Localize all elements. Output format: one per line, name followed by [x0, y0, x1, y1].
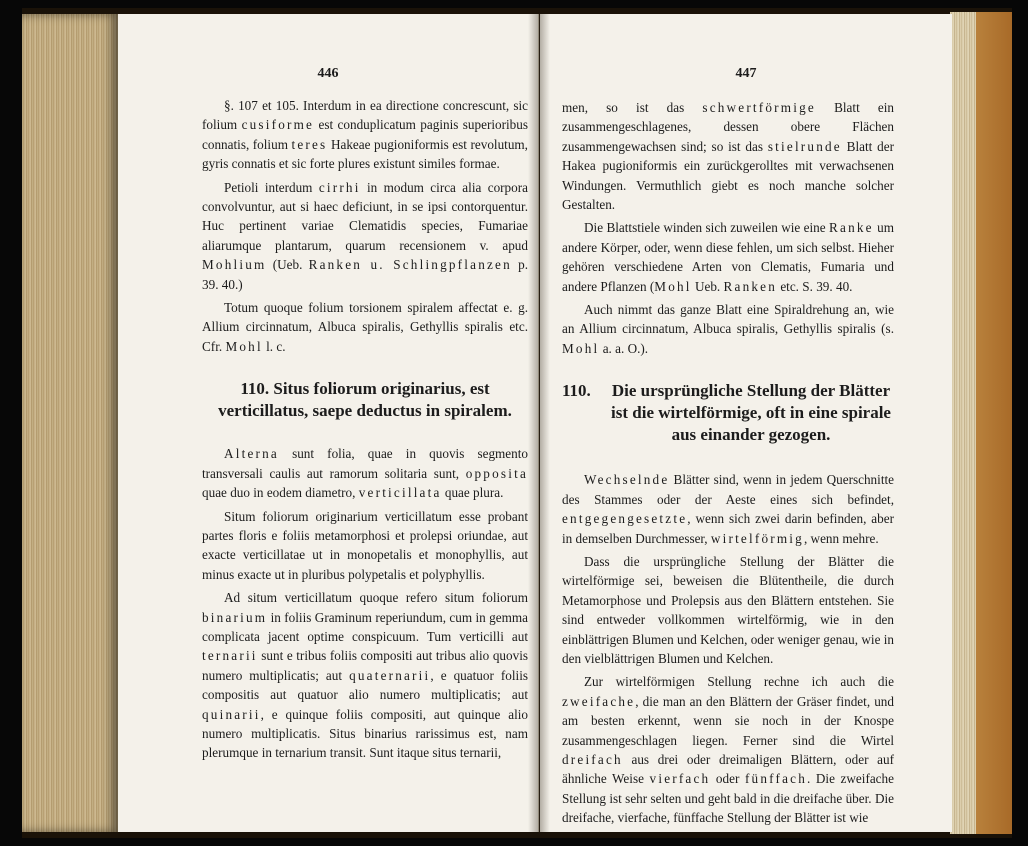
text-run: , wenn mehre.	[803, 530, 879, 546]
text-run: oder	[710, 771, 745, 787]
page-number-left: 446	[317, 66, 339, 81]
text-run: p. 39. 40.)	[202, 257, 528, 292]
spaced-emphasis: Ranken	[723, 278, 778, 294]
section-title: Die ursprüngliche Stellung der Blätter ist die wirtelförmige, oft in eine spirale aus einander gezogen.	[611, 381, 891, 445]
spaced-emphasis: Ranke	[829, 220, 874, 236]
spaced-emphasis: stielrunde	[767, 138, 842, 154]
section-heading-latin: 110. Situs foliorum originarius, est verticillatus, saepe deductus in spiralem.	[218, 379, 512, 421]
text-run: Totum quoque folium torsionem spiralem affectat e. g. Allium circinnatum, Albuca spiralis, Gethyllis spiralis etc. Cfr.	[202, 300, 528, 354]
spaced-emphasis: Mohl	[225, 338, 263, 354]
left-page	[118, 14, 539, 832]
left-page-text	[202, 96, 528, 767]
text-run: um andere Körper, oder, wenn diese fehlen, um sich selbst. Hieher gehören verschiedene Arten von Clematis, Fumaria und andere Pflanzen (	[562, 220, 894, 294]
page-number-right: 447	[735, 66, 757, 81]
section-heading-german	[562, 380, 894, 446]
text-run: §. 107 et 105. Interdum in ea directione concrescunt, sic folium	[202, 98, 528, 133]
text-run: Die Blattstiele winden sich zuweilen wie eine	[584, 220, 830, 236]
spaced-emphasis: Mohl	[654, 278, 692, 294]
spaced-emphasis: opposita	[465, 465, 528, 481]
section-number: 110.	[562, 381, 591, 401]
text-run: , e quatuor foliis compositis aut quatuor alio numero multiplicatis; aut	[202, 667, 528, 703]
text-run: sunt e tribus foliis compositi aut tribus alio quovis numero multiplicatis; aut	[202, 648, 528, 683]
open-book	[22, 8, 1012, 838]
spaced-emphasis: Mohl	[562, 340, 600, 356]
spaced-emphasis: cusiforme	[241, 117, 315, 133]
spaced-emphasis: entgegengesetzte	[562, 511, 688, 527]
text-run: (Ueb.	[266, 257, 309, 273]
spaced-emphasis: Alterna	[224, 446, 279, 462]
text-run: Ad situm verticillatum quoque refero situm foliorum	[224, 590, 528, 606]
paragraph-p5	[202, 507, 528, 585]
text-run: etc. S. 39. 40.	[777, 278, 853, 294]
paragraph-q5	[562, 552, 894, 668]
text-run: Blatt der Hakea pugioniformis ein zurückgerolltes mit verwachsenen Windungen. Vermuthlich giebt es noch manche solcher Gestalten.	[562, 138, 894, 213]
spaced-emphasis: schwertförmige	[702, 100, 816, 115]
text-run: in foliis Graminum reperiundum, cum in gemma complicata jacent optime conspicuum. Tum verticilli aut	[202, 609, 528, 644]
text-run: sunt folia, quae in quovis segmento transversali caulis aut ramorum solitaria sunt,	[202, 446, 528, 481]
paragraph-p3	[202, 298, 528, 356]
spaced-emphasis: wirtelförmig	[710, 530, 804, 546]
spaced-emphasis: quaternarii	[349, 667, 431, 683]
paragraph-q4	[562, 470, 894, 548]
paragraph-p4	[202, 444, 528, 502]
paragraph-q1	[562, 98, 894, 214]
text-run: Ueb.	[691, 278, 724, 294]
text-run: a. a. O.).	[599, 340, 649, 356]
text-run: l. c.	[262, 338, 286, 354]
spaced-emphasis: Mohlium	[202, 257, 267, 273]
text-run: Zur wirtelförmigen Stellung rechne ich auch die	[584, 674, 894, 690]
text-run: Situm foliorum originarium verticillatum esse probant partes floris e foliis metamorphosi et prolepsi oriundae, aut exacte verticillatae ut in monopetalis et monophyllis, aut minus exacte ut in pluribus polypetalis et polyphyllis.	[202, 508, 528, 582]
spaced-emphasis: ternarii	[202, 648, 258, 664]
text-run: , wenn sich zwei darin befinden, aber in demselben Durchmesser,	[562, 511, 894, 546]
spaced-emphasis: verticillata	[358, 485, 442, 501]
right-page-text	[562, 98, 894, 832]
text-run: est conduplicatum paginis superioribus connatis, folium	[202, 117, 528, 152]
spaced-emphasis: vierfach	[649, 771, 711, 787]
text-run: Blatt ein zusammengeschlagenes, dessen obere Flächen zusammengewachsen sind; so ist das	[562, 100, 894, 154]
right-cover-edge	[950, 12, 1012, 834]
text-run: quae duo in eodem diametro,	[202, 485, 359, 501]
left-page-edges	[22, 14, 118, 832]
text-run: Blätter sind, wenn in jedem Querschnitte des Stammes oder der Aeste eines sich befindet,	[562, 472, 894, 507]
text-run: men, so ist das	[562, 100, 703, 115]
spaced-emphasis: cirrhi	[318, 179, 361, 195]
spaced-emphasis: zweifache	[562, 693, 636, 709]
spaced-emphasis: quinarii	[202, 706, 261, 722]
text-run: , e quinque foliis compositi, aut quinque alio numero multiplicatis. Situs binarius rarissimus est, nam plerumque in ternarium transit. Sunt itaque situs ternarii,	[202, 706, 528, 761]
spaced-emphasis: Wechselnde	[584, 472, 670, 488]
text-run: Dass die ursprüngliche Stellung der Blätter die wirtelförmige sei, beweisen die Blütentheile, die durch Metamorphose und Prolepsis aus den Blättern entstehen. Sie sind entweder vollkommen wirtelförmig, wie in den einblättrigen Blumen und Kelchen, oder weniger genau, wie in den vielblättrigen Blumen und Kelchen.	[562, 553, 894, 666]
paragraph-p2	[202, 178, 528, 294]
spaced-emphasis: Ranken u. Schlingpflanzen	[308, 257, 512, 273]
paragraph-q6	[562, 672, 894, 827]
spaced-emphasis: binarium	[202, 609, 268, 625]
spaced-emphasis: dreifach	[562, 751, 623, 767]
text-run: Hakeae pugioniformis est revolutum, gyris connatis et sic forte plures existunt similes formae.	[202, 136, 528, 172]
text-run: Petioli interdum	[224, 179, 319, 195]
text-run: Auch nimmt das ganze Blatt eine Spiraldrehung an, wie an Allium circinnatum, Albuca spiralis, Gethyllis spiralis (s.	[562, 302, 894, 337]
right-page	[540, 14, 952, 832]
spaced-emphasis: fünffach	[744, 771, 807, 787]
spaced-emphasis: teres	[291, 136, 328, 152]
text-run: . Die zweifache Stellung ist sehr selten und geht bald in die dreifache über. Die dreifache, vierfache, fünffache Stellung der Blätter ist wie	[562, 771, 894, 826]
text-run: quae plura.	[441, 485, 504, 501]
paragraph-p1	[202, 96, 528, 174]
text-run: in modum circa alia corpora convolvuntur, aut si haec deficiunt, in se ipsi contorquentur. Huc pertinent variae Clematidis species, Fumariae aliarumque plantarum, quarum recensionem v. apud	[202, 179, 528, 253]
paragraph-p6	[202, 588, 528, 763]
paragraph-q2	[562, 218, 894, 296]
text-run: aus drei oder dreimaligen Blättern, oder auf ähnliche Weise	[562, 751, 894, 787]
paragraph-q3	[562, 300, 894, 358]
text-run: , die man an den Blättern der Gräser findet, und am besten erkennt, wenn sie noch in der Knospe zusammengeschlagen liegen. Ferner sind die Wirtel	[562, 693, 894, 748]
